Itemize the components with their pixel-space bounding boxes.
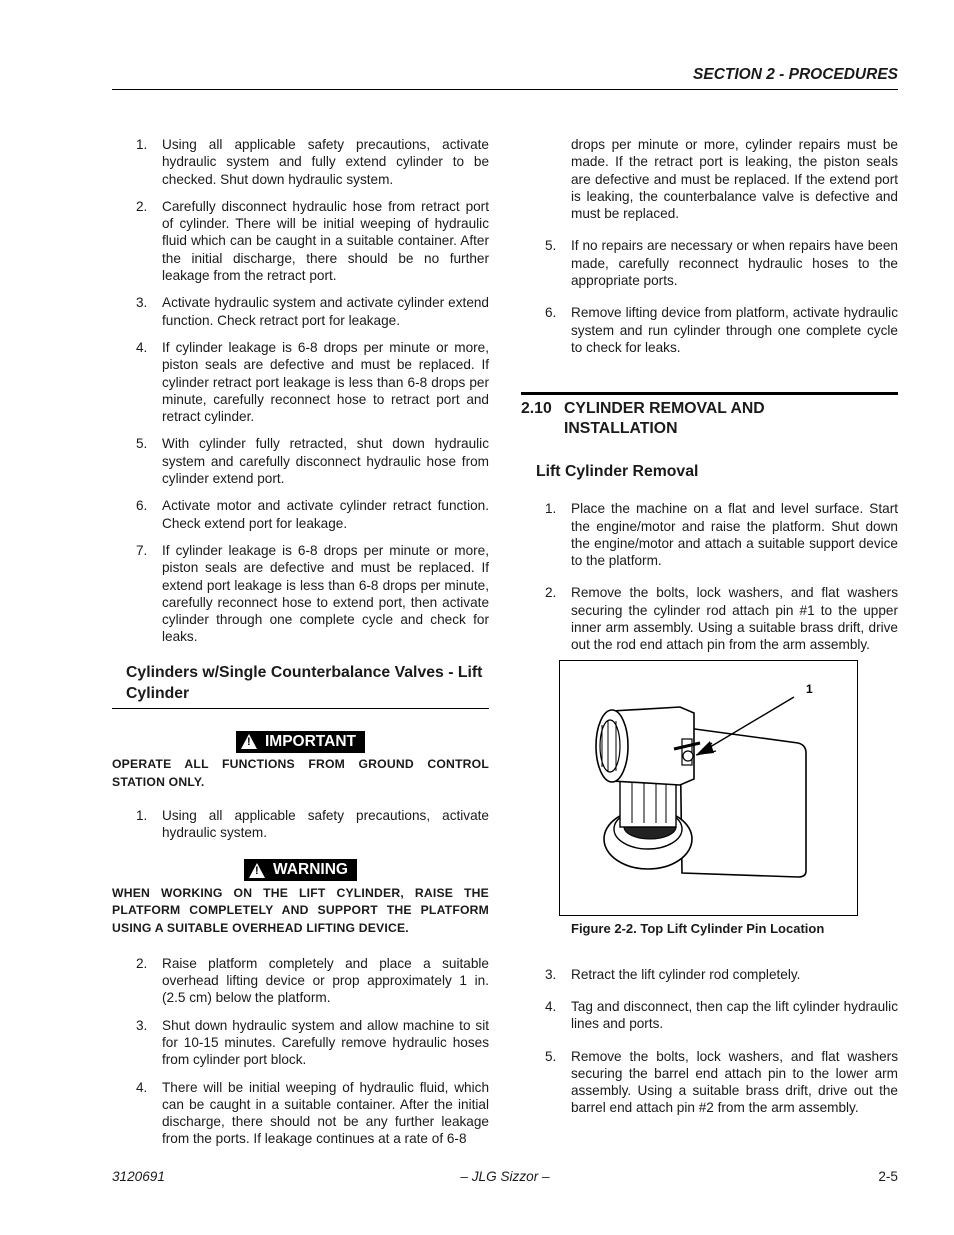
list-item-text: Shut down hydraulic system and allow machine to sit for 10-15 minutes. Carefully remove hydraulic hoses from cylinder port block. [162,1017,489,1068]
page-header [112,64,898,90]
list-item-text: Carefully disconnect hydraulic hose from retract port of cylinder. There will be initial weeping of hydraulic fluid which can be caught in a suitable container. After the initial discharge, there should be no further leakage from the retract port. [162,198,489,284]
list-item-text: If no repairs are necessary or when repairs have been made, carefully reconnect hydraulic hoses to the appropriate ports. [571,238,898,289]
list-item-text: Using all applicable safety precautions, activate hydraulic system. [162,807,489,841]
list-item-text: If cylinder leakage is 6-8 drops per minute or more, piston seals are defective and must be replaced. If cylinder retract port leakage is less than 6-8 drops per minute, carefully reconnect hose to retract port and retract cylinder. [162,339,489,425]
warning-badge: ! WARNING [112,859,489,883]
continued-text: drops per minute or more, cylinder repairs must be made. If the retract port is leaking, the piston seals are defective and must be replaced. If the extend port is leaking, the counterbalance valve is defective and must be replaced. [571,137,898,222]
list-item [112,1079,489,1148]
right-column [521,136,898,1117]
procedure-list [112,955,489,1148]
list-item-number: 4. [545,998,557,1014]
list-item-text: There will be initial weeping of hydraulic fluid, which can be caught in a suitable container. After the initial discharge, there should not be any further leakage from the ports. If leakage continues at a rate of 6-8 [162,1079,489,1147]
list-item-text: Raise platform completely and place a suitable overhead lifting device or prop approximately 1 in. (2.5 cm) below the platform. [162,955,489,1006]
list-item [112,136,489,188]
warning-text: WHEN WORKING ON THE LIFT CYLINDER, RAISE THE PLATFORM COMPLETELY AND SUPPORT THE PLATFORM USING A SUITABLE OVERHEAD LIFTING DEVICE. [112,885,489,935]
procedure-list [112,136,489,646]
list-item-text: With cylinder fully retracted, shut down hydraulic system and carefully disconnect hydraulic hose from cylinder extend port. [162,436,489,487]
warning-triangle-icon [241,734,257,749]
procedure-list [521,500,898,653]
list-item [521,237,898,289]
procedure-list [521,966,898,1117]
figure-callout: 1 [806,681,813,696]
list-item-number: 2. [545,585,557,601]
document-number: 3120691 [112,1169,165,1184]
procedure-list [521,237,898,356]
section-heading: 2.10 CYLINDER REMOVAL AND INSTALLATION [521,392,898,439]
page-number: 2-5 [878,1169,898,1184]
list-item-number: 5. [545,238,557,254]
list-item-number: 6. [136,498,148,514]
list-item-number: 3. [136,295,148,311]
list-item-number: 3. [136,1017,148,1033]
list-item [112,807,489,842]
figure-caption: Figure 2-2. Top Lift Cylinder Pin Location [571,920,825,936]
important-text: OPERATE ALL FUNCTIONS FROM GROUND CONTROL STATION ONLY. [112,757,489,789]
list-item [112,294,489,329]
list-item-number: 2. [136,198,148,214]
list-item-text: Activate hydraulic system and activate cylinder extend function. Check retract port for leakage. [162,295,489,328]
list-item [521,584,898,653]
list-item-text: Remove the bolts, lock washers, and flat washers securing the barrel end attach pin to the lower arm assembly. Using a suitable brass drift, drive out the barrel end attach pin #2 from the arm assembly. [571,1048,898,1116]
list-item [112,198,489,284]
warning-triangle-icon [249,863,265,878]
list-item [521,500,898,569]
list-item-number: 1. [136,137,148,152]
list-item-number: 7. [136,542,148,558]
left-column [112,136,489,1148]
list-item [521,966,898,983]
footer-title: – JLG Sizzor – [460,1169,550,1184]
list-item [112,542,489,646]
list-item-number: 3. [545,966,557,982]
list-item-text: Using all applicable safety precautions, activate hydraulic system and fully extend cylinder to be checked. Shut down hydraulic system. [162,137,489,187]
procedure-list [112,807,489,842]
list-item-text: Tag and disconnect, then cap the lift cylinder hydraulic lines and ports. [571,998,898,1032]
list-item-number: 4. [136,339,148,355]
list-item [112,955,489,1007]
list-item [521,304,898,356]
list-item-number: 5. [136,436,148,452]
list-item-text: Remove the bolts, lock washers, and flat washers securing the cylinder rod attach pin #1 to the upper inner arm assembly. Using a suitable brass drift, drive out the rod end attach pin from the arm assembly. [571,585,898,653]
list-item [112,497,489,532]
list-item [521,1048,898,1117]
section-label: SECTION 2 - PROCEDURES [693,66,898,83]
list-item-number: 1. [545,501,557,517]
list-item-number: 6. [545,305,557,321]
list-item-number: 4. [136,1079,148,1095]
list-item-number: 5. [545,1048,557,1064]
list-item-text: Activate motor and activate cylinder retract function. Check extend port for leakage. [162,498,489,531]
lift-cylinder-illustration [560,661,856,914]
list-item [521,998,898,1033]
list-item [112,1017,489,1069]
list-item-text: If cylinder leakage is 6-8 drops per minute or more, piston seals are defective and must be replaced. If extend port leakage is less than 6-8 drops per minute, carefully reconnect hose to extend port, then activate cylinder through one complete cycle and check for leaks. [162,542,489,645]
list-item [112,339,489,425]
subsection-heading: Lift Cylinder Removal [536,463,699,481]
list-item-number: 2. [136,955,148,971]
list-item [112,435,489,487]
important-badge: ! IMPORTANT [112,731,489,755]
figure-image [559,660,858,916]
list-item-text: Retract the lift cylinder rod completely. [571,966,801,982]
list-item-text: Place the machine on a flat and level surface. Start the engine/motor and raise the platform. Shut down the engine/motor and attach a suitable support device to the platform. [571,501,898,569]
subsection-heading: Cylinders w/Single Counterbalance Valves - Lift Cylinder [112,662,489,709]
list-item-number: 1. [136,807,148,823]
list-item-text: Remove lifting device from platform, activate hydraulic system and run cylinder through one complete cycle to check for leaks. [571,305,898,355]
